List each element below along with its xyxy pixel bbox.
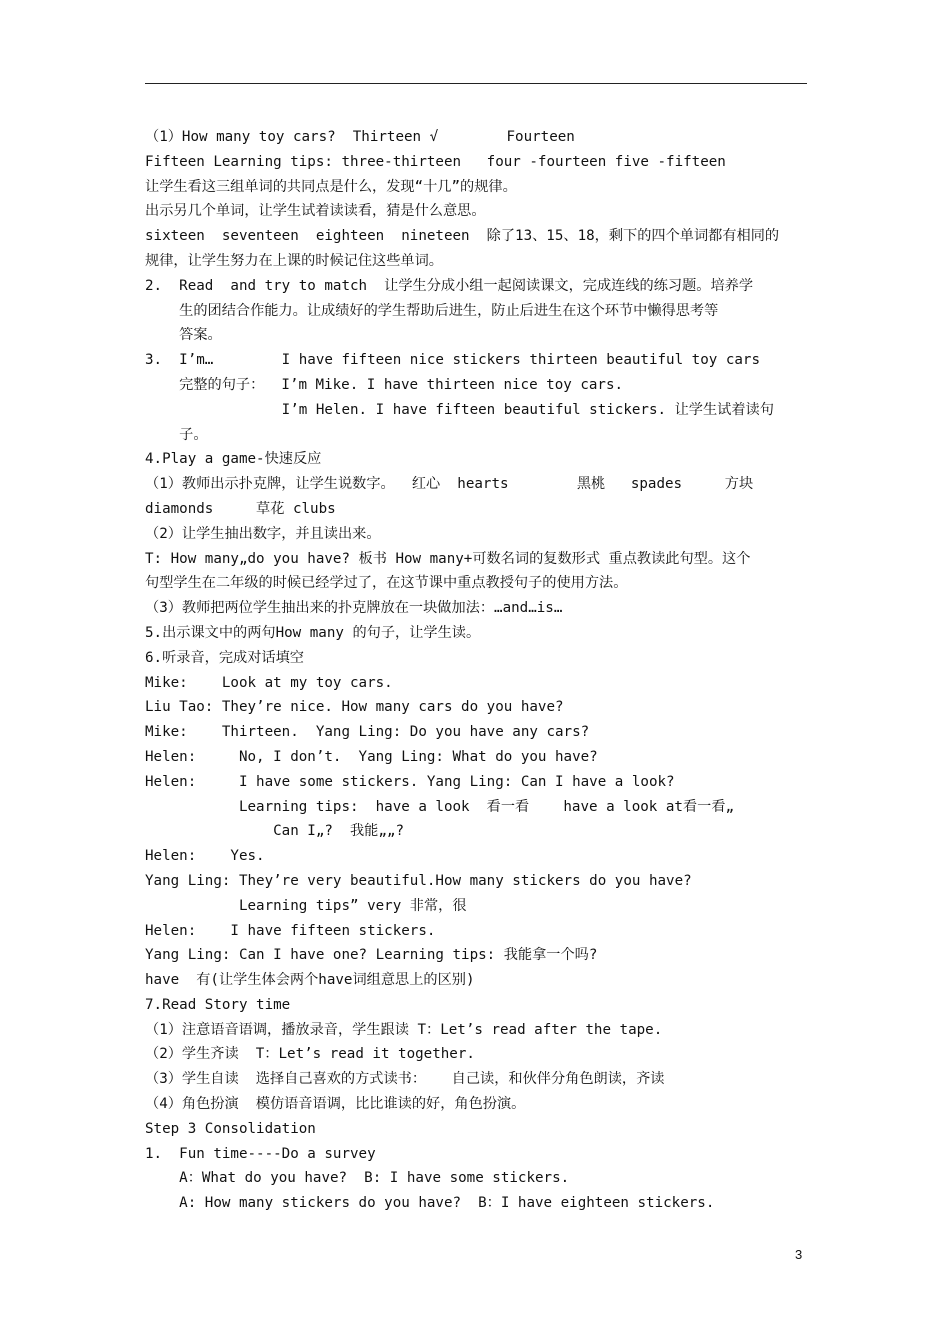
- document-body: [145, 125, 807, 1216]
- learning-tip: Learning tips: have a look 看一看 have a look at看一看„: [145, 798, 735, 815]
- page-number: 3: [795, 1247, 803, 1262]
- text-line: 3. I’m… I have fifteen nice stickers thirteen beautiful toy cars: [145, 352, 760, 369]
- text-line: have 有(让学生体会两个have词组意思上的区别): [145, 972, 475, 989]
- learning-tip: Can I„? 我能„„?: [145, 823, 404, 840]
- learning-tip: Learning tips” very 非常，很: [145, 897, 467, 914]
- section-heading: 5.出示课文中的两句How many 的句子，让学生读。: [145, 624, 481, 641]
- text-line: 规律，让学生努力在上课的时候记住这些单词。: [145, 252, 443, 269]
- dialogue-line: A：What do you have? B: I have some stickers.: [145, 1170, 570, 1187]
- text-line: 让学生看这三组单词的共同点是什么，发现“十几”的规律。: [145, 178, 517, 195]
- text-line: （1）How many toy cars? Thirteen √ Fourteen: [145, 129, 575, 145]
- dialogue-line: Helen: Yes.: [145, 848, 265, 865]
- text-line: 1. Fun time----Do a survey: [145, 1145, 376, 1162]
- text-line: （1）教师出示扑克牌，让学生说数字。 红心 hearts 黑桃 spades 方块: [145, 476, 754, 493]
- text-line: T: How many„do you have? 板书 How many+可数名词的复数形式 重点教读此句型。这个: [145, 550, 751, 567]
- dialogue-line: Helen: I have some stickers. Yang Ling: Can I have a look?: [145, 773, 675, 790]
- text-line: （3）学生自读 选择自己喜欢的方式读书： 自己读，和伙伴分角色朗读，齐读: [145, 1071, 665, 1088]
- dialogue-line: Yang Ling: Can I have one? Learning tips: 我能拿一个吗?: [145, 947, 598, 964]
- text-line: diamonds 草花 clubs: [145, 500, 336, 517]
- text-line: （2）让学生抽出数字，并且读出来。: [145, 525, 381, 542]
- section-heading: Step 3 Consolidation: [145, 1120, 316, 1137]
- dialogue-line: Mike: Thirteen. Yang Ling: Do you have any cars?: [145, 724, 590, 741]
- dialogue-line: Helen: I have fifteen stickers.: [145, 922, 436, 939]
- text-line: 2. Read and try to match 让学生分成小组一起阅读课文，完成连线的练习题。培养学: [145, 277, 754, 294]
- dialogue-line: Helen: No, I don’t. Yang Ling: What do you have?: [145, 748, 598, 765]
- text-line: 子。: [145, 426, 208, 443]
- text-line: 出示另几个单词，让学生试着读读看，猜是什么意思。: [145, 203, 486, 220]
- text-line: 答案。: [145, 327, 222, 344]
- text-line: I’m Helen. I have fifteen beautiful stickers. 让学生试着读句: [145, 401, 774, 418]
- text-line: sixteen seventeen eighteen nineteen 除了13、15、18，剩下的四个单词都有相同的: [145, 228, 780, 245]
- dialogue-line: A: How many stickers do you have? B：I have eighteen stickers.: [145, 1195, 715, 1212]
- text-line: 生的团结合作能力。让成绩好的学生帮助后进生，防止后进生在这个环节中懒得思考等: [145, 302, 719, 319]
- text-line: （4）角色扮演 模仿语音语调，比比谁读的好，角色扮演。: [145, 1096, 526, 1113]
- text-line: 句型学生在二年级的时候已经学过了，在这节课中重点教授句子的使用方法。: [145, 575, 628, 592]
- dialogue-line: Mike: Look at my toy cars.: [145, 674, 393, 691]
- text-line: Fifteen Learning tips: three-thirteen four -fourteen five -fifteen: [145, 153, 726, 170]
- text-line: （3）教师把两位学生抽出来的扑克牌放在一块做加法：…and…is…: [145, 600, 563, 617]
- header-rule: [145, 83, 807, 84]
- text-line: 完整的句子： I’m Mike. I have thirteen nice toy cars.: [145, 376, 624, 393]
- dialogue-line: Liu Tao: They’re nice. How many cars do you have?: [145, 699, 564, 716]
- section-heading: 4.Play a game-快速反应: [145, 451, 322, 468]
- section-heading: 6.听录音，完成对话填空: [145, 649, 304, 666]
- text-line: （2）学生齐读 T：Let’s read it together.: [145, 1046, 475, 1063]
- dialogue-line: Yang Ling: They’re very beautiful.How many stickers do you have?: [145, 872, 692, 889]
- text-line: （1）注意语音语调，播放录音，学生跟读 T：Let’s read after the tape.: [145, 1021, 663, 1038]
- section-heading: 7.Read Story time: [145, 996, 291, 1013]
